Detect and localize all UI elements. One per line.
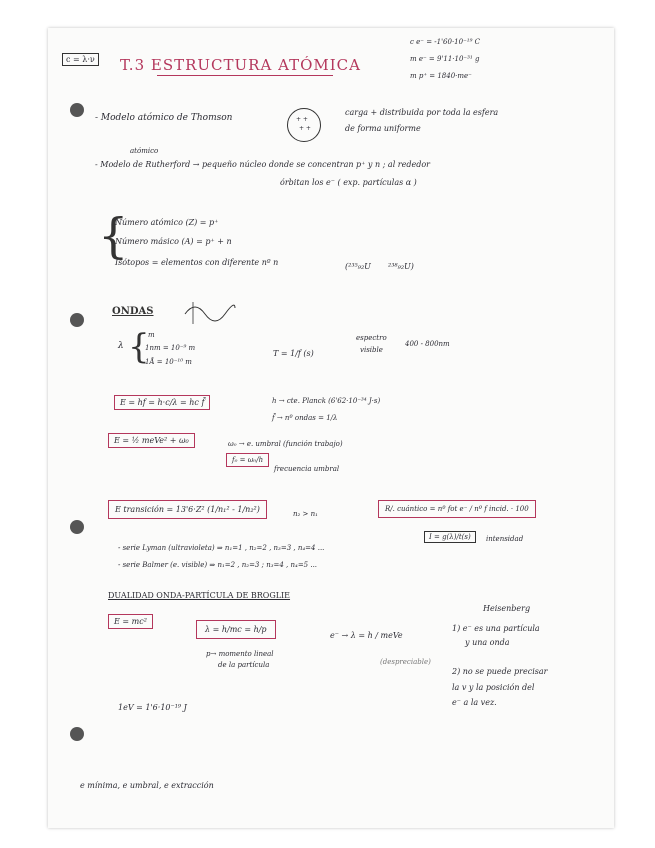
quantum-yield-box: R/. cuántico = nº fot e⁻ / nº f incid. · 100 xyxy=(378,500,536,518)
lambda-symbol: λ xyxy=(118,341,124,351)
rutherford-line-1: - Modelo de Rutherford → pequeño núcleo donde se concentran p⁺ y n ; al rededor xyxy=(95,160,430,169)
wave-icon xyxy=(183,298,238,328)
lambda-angstrom: 1Å = 10⁻¹⁰ m xyxy=(145,358,192,366)
uranium-235: (²³⁵₉₂U xyxy=(345,262,371,271)
brace: { xyxy=(98,208,129,264)
punch-hole xyxy=(70,313,84,327)
momentum-note-2: de la partícula xyxy=(218,661,270,669)
threshold-frequency-label: frecuencia umbral xyxy=(274,465,340,473)
rutherford-note: atómico xyxy=(130,147,159,155)
de-broglie-box: λ = h/mc = h/p xyxy=(196,620,276,639)
electron-wavelength: e⁻ → λ = h / meVe xyxy=(330,631,403,640)
heisenberg-point-1: 1) e⁻ es una partícula xyxy=(452,624,540,633)
emc2-box: E = mc² xyxy=(108,614,153,629)
spectrum-label: espectro xyxy=(356,334,387,342)
period-formula: T = 1/f (s) xyxy=(273,349,314,358)
heisenberg-point-2c: e⁻ a la vez. xyxy=(452,698,497,707)
mass-number: Número másico (A) = p⁺ + n xyxy=(115,237,232,246)
lyman-series: - serie Lyman (ultravioleta) ⇒ n₁=1 , n₂=2 , n₃=3 , n₄=4 ... xyxy=(118,544,325,552)
transition-energy-box: E transición = 13'6·Z² (1/n₁² - 1/n₂²) xyxy=(108,500,267,519)
footer-note: e mínima, e umbral, e extracción xyxy=(80,781,214,790)
energy-formula-box: E = hf = h·c/λ = hc f̄ xyxy=(114,395,210,410)
brace: { xyxy=(128,327,150,367)
photoelectric-formula-box: E = ½ meVe² + ω₀ xyxy=(108,433,195,448)
punch-hole xyxy=(70,103,84,117)
constant-electron-charge: c e⁻ = -1'60·10⁻¹⁹ C xyxy=(410,38,480,46)
intensity-formula: I = g(λ)/t(s) xyxy=(424,531,476,543)
electronvolt-conversion: 1eV = 1'6·10⁻¹⁹ J xyxy=(118,703,187,712)
spectrum-label-2: visible xyxy=(360,346,383,354)
spectrum-range: 400 - 800nm xyxy=(405,340,450,348)
lambda-unit: m xyxy=(148,331,155,339)
constant-proton-mass: m p⁺ = 1840·me⁻ xyxy=(410,72,472,80)
threshold-frequency-box: f₀ = ω₀/h xyxy=(226,453,269,467)
isotopes: Isótopos = elementos con diferente nº n xyxy=(115,258,279,267)
page-title: T.3 ESTRUCTURA ATÓMICA xyxy=(120,56,361,74)
thomson-description-2: de forma uniforme xyxy=(345,124,421,133)
momentum-note: p→ momento lineal xyxy=(206,650,274,658)
heisenberg-title: Heisenberg xyxy=(483,604,531,613)
ondas-title: ONDAS xyxy=(112,306,154,317)
work-function-definition: ω₀ → e. umbral (función trabajo) xyxy=(228,440,343,448)
wavenumber-definition: f̄ → nº ondas = 1/λ xyxy=(272,414,338,422)
atomic-number: Número atómico (Z) = p⁺ xyxy=(115,218,219,227)
n-condition: n₂ > n₁ xyxy=(293,510,318,518)
heisenberg-point-2b: la v y la posición del xyxy=(452,683,535,692)
heisenberg-point-1b: y una onda xyxy=(465,638,510,647)
punch-hole xyxy=(70,727,84,741)
dualidad-title: DUALIDAD ONDA-PARTÍCULA DE BROGLIE xyxy=(108,591,291,600)
planck-definition: h → cte. Planck (6'62·10⁻³⁴ J·s) xyxy=(272,397,381,405)
heisenberg-point-2: 2) no se puede precisar xyxy=(452,667,548,676)
thomson-label: - Modelo atómico de Thomson xyxy=(95,113,233,123)
rutherford-line-2: órbitan los e⁻ ( exp. partículas α ) xyxy=(280,178,417,187)
lambda-nm: 1nm = 10⁻⁹ m xyxy=(145,344,196,352)
title-underline xyxy=(157,75,333,76)
despreciable-note: (despreciable) xyxy=(380,658,431,666)
uranium-238: ²³⁸₉₂U) xyxy=(388,262,414,271)
balmer-series: - serie Balmer (e. visible) ⇒ n₁=2 , n₂=3 ; n₃=4 , n₄=5 ... xyxy=(118,561,318,569)
punch-hole xyxy=(70,520,84,534)
speed-of-light-box: c = λ·ν xyxy=(62,53,99,66)
constant-electron-mass: m e⁻ = 9'11·10⁻³¹ g xyxy=(410,55,480,63)
intensity-label: intensidad xyxy=(486,535,524,543)
thomson-description: carga + distribuida por toda la esfera xyxy=(345,108,499,117)
thomson-atom-icon: + + + + xyxy=(287,108,321,142)
